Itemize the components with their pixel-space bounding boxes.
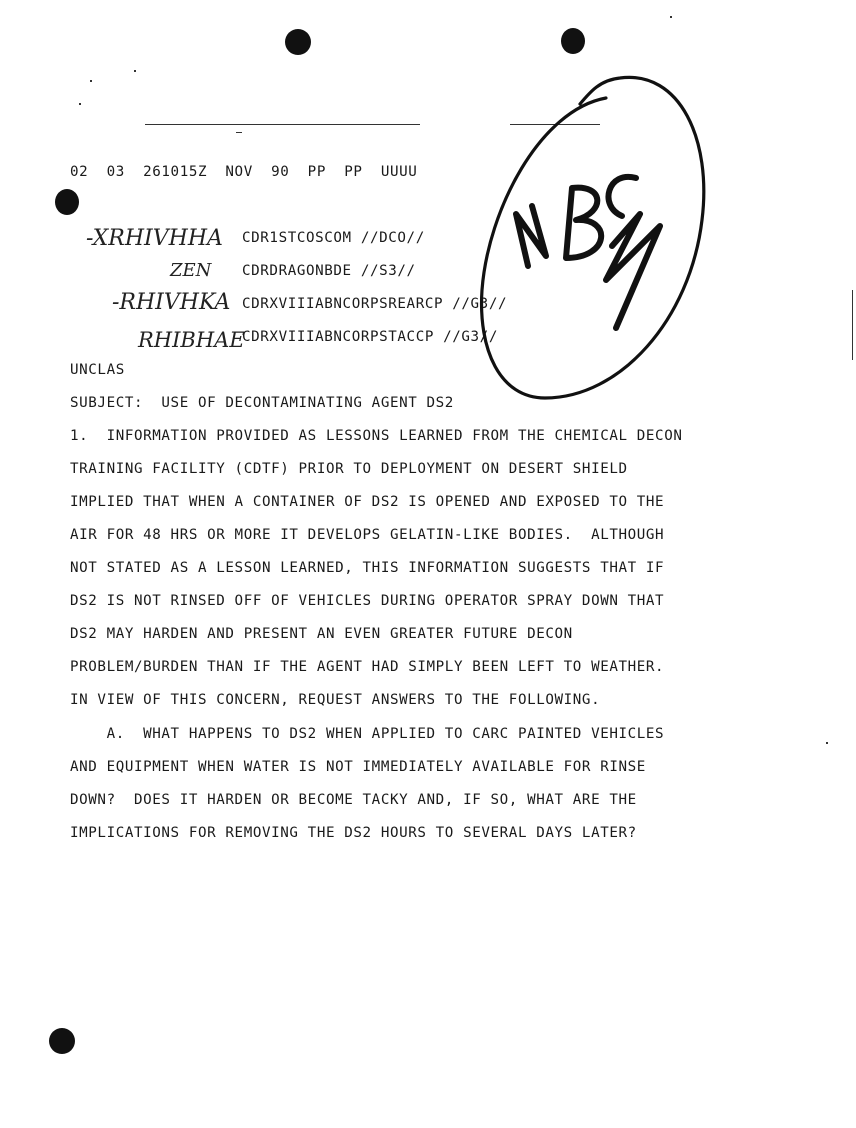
scan-speck [90,80,92,82]
body-text-line: AND EQUIPMENT WHEN WATER IS NOT IMMEDIATELY AVAILABLE FOR RINSE [70,759,646,775]
dtg-header-line: 02 03 261015Z NOV 90 PP PP UUUU [70,164,418,180]
routing-indicator-2: ZEN [170,260,212,281]
body-text-line: IN VIEW OF THIS CONCERN, REQUEST ANSWERS TO THE FOLLOWING. [70,692,601,708]
scan-speck [134,70,136,72]
punch-hole-left-lower [49,1028,75,1054]
scan-speck [236,132,242,133]
subject-line: SUBJECT: USE OF DECONTAMINATING AGENT DS2 [70,395,454,411]
punch-hole-top-right [561,28,585,54]
addressee-2: CDRDRAGONBDE //S3// [242,263,416,279]
body-text-line: PROBLEM/BURDEN THAN IF THE AGENT HAD SIMPLY BEEN LEFT TO WEATHER. [70,659,665,675]
body-text-line: IMPLIED THAT WHEN A CONTAINER OF DS2 IS OPENED AND EXPOSED TO THE [70,494,665,510]
scan-speck [826,742,828,744]
addressee-4: CDRXVIIIABNCORPSTACCP //G3// [242,329,498,345]
routing-indicator-4: RHIBHAE [138,328,245,352]
scan-speck [670,16,672,18]
punch-hole-left-upper [55,189,79,215]
body-text-line: IMPLICATIONS FOR REMOVING THE DS2 HOURS TO SEVERAL DAYS LATER? [70,825,637,841]
body-text-line: NOT STATED AS A LESSON LEARNED, THIS INFORMATION SUGGESTS THAT IF [70,560,665,576]
classification-label: UNCLAS [70,362,125,378]
addressee-3: CDRXVIIIABNCORPSREARCP //G3// [242,296,508,312]
body-text-line: AIR FOR 48 HRS OR MORE IT DEVELOPS GELATIN-LIKE BODIES. ALTHOUGH [70,527,665,543]
addressee-1: CDR1STCOSCOM //DCO// [242,230,425,246]
scan-speck [852,290,853,360]
header-rule-right [510,124,600,125]
punch-hole-top-left [285,29,311,55]
body-text-line: A. WHAT HAPPENS TO DS2 WHEN APPLIED TO CARC PAINTED VEHICLES [70,726,665,742]
scan-speck [79,103,81,105]
body-text-line: DS2 IS NOT RINSED OFF OF VEHICLES DURING OPERATOR SPRAY DOWN THAT [70,593,665,609]
body-text-line: 1. INFORMATION PROVIDED AS LESSONS LEARNED FROM THE CHEMICAL DECON [70,428,683,444]
body-text-line: TRAINING FACILITY (CDTF) PRIOR TO DEPLOYMENT ON DESERT SHIELD [70,461,628,477]
routing-indicator-1: -XRHIVHHA [86,226,223,251]
body-text-line: DS2 MAY HARDEN AND PRESENT AN EVEN GREATER FUTURE DECON [70,626,573,642]
routing-indicator-3: -RHIVHKA [112,290,231,315]
header-rule-left [145,124,420,125]
body-text-line: DOWN? DOES IT HARDEN OR BECOME TACKY AND, IF SO, WHAT ARE THE [70,792,637,808]
